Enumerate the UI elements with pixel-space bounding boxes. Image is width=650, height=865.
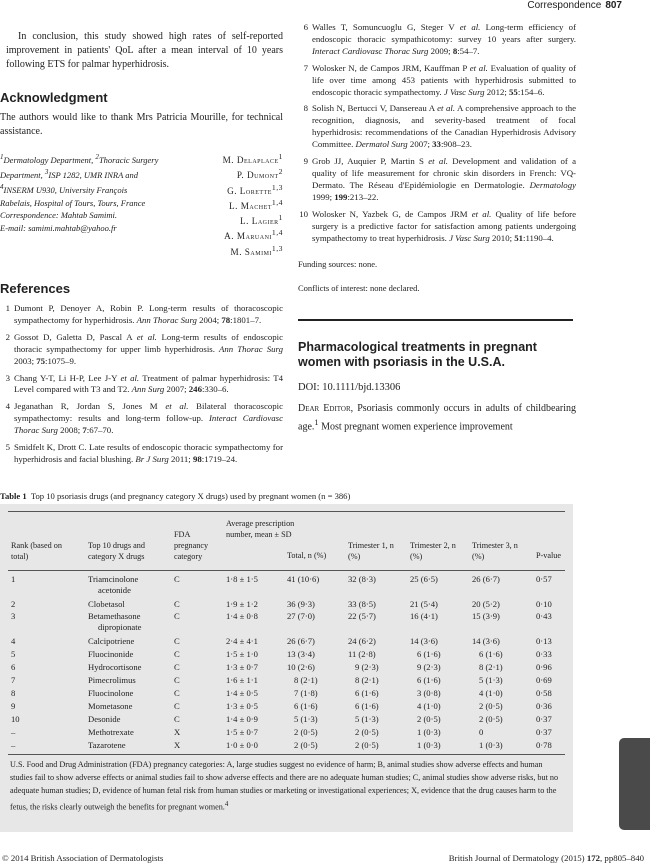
- cell-average: 1·0 ± 0·0: [226, 740, 258, 750]
- cell-fda: X: [174, 727, 181, 737]
- reference-list: [0, 303, 283, 466]
- cell-total: 36 (9·3): [287, 599, 315, 609]
- cell-p-value: 0·43: [536, 611, 552, 621]
- header-section: Correspondence: [527, 0, 602, 11]
- author: L. Machet$^{1,4}$: [229, 197, 283, 211]
- cell-p-value: 0·78: [536, 740, 552, 750]
- letter-opening: Dear Editor, Psoriasis commonly occurs in adults of childbearing age.$^1$ Most pregnant women experience improvement: [298, 402, 576, 433]
- cell-p-value: 0·37: [536, 727, 552, 737]
- cell-trimester-1: 22 (5·7): [348, 611, 376, 621]
- cell-total: 26 (6·7): [287, 636, 315, 646]
- cell-rank: 1: [11, 574, 16, 584]
- cell-fda: C: [174, 688, 180, 698]
- reference-item: 9 Grob JJ, Auquier P, Martin S et al. Development and validation of a quality of life measurement for chronic skin disorders in French: VQ-Dermato. The Réseau d'Epidémiologie en Dermatologie. Dermatology 1999; 199:213–22.: [303, 156, 577, 202]
- cell-trimester-1: 8 (2·1): [355, 675, 379, 685]
- table-caption-text: Top 10 psoriasis drugs (and pregnancy category X drugs) used by pregnant women (n = 386): [30, 491, 351, 501]
- author: L. Lagier$^1$: [240, 213, 283, 227]
- salutation: Dear Editor,: [298, 402, 354, 414]
- col-header-average: Average prescription number, mean ± SD: [226, 519, 295, 539]
- cell-trimester-3: 8 (2·1): [479, 662, 503, 672]
- cell-rank: 10: [11, 714, 20, 724]
- cell-rank: 8: [11, 688, 16, 698]
- cell-p-value: 0·13: [536, 636, 552, 646]
- cell-total: 10 (2·6): [287, 662, 315, 672]
- correspondence-line: Correspondence: Mahtab Samimi.: [0, 210, 118, 221]
- article-divider: [298, 319, 573, 321]
- cell-drug: Hydrocortisone: [88, 662, 142, 672]
- table-caption: [0, 491, 620, 501]
- cell-average: 1·5 ± 0·7: [226, 727, 258, 737]
- cell-drug-cont: dipropionate: [98, 622, 142, 632]
- cell-trimester-1: 24 (6·2): [348, 636, 376, 646]
- cell-fda: C: [174, 574, 180, 584]
- cell-fda: C: [174, 649, 180, 659]
- cell-trimester-2: 2 (0·5): [417, 714, 441, 724]
- col-header-total: Total, n (%): [287, 551, 327, 560]
- cell-rank: –: [11, 727, 16, 737]
- affiliation-line: Department, $^3$ISP 1282, UMR INRA and: [0, 168, 139, 181]
- reference-item: 3 Chang Y-T, Li H-P, Lee J-Y et al. Treatment of palmar hyperhidrosis: T4 Level compared with T3 and T2. Ann Surg 2007; 246:330–6.: [5, 372, 284, 395]
- header-page-number: 807: [605, 0, 622, 11]
- cell-average: 1·4 ± 0·5: [226, 688, 258, 698]
- table-top-rule: [8, 511, 565, 512]
- cell-trimester-2: 14 (3·6): [410, 636, 438, 646]
- cell-p-value: 0·69: [536, 675, 552, 685]
- col-header-p-value: P-value: [536, 551, 562, 560]
- table-header-rule: [8, 570, 565, 571]
- cell-trimester-3: 14 (3·6): [472, 636, 500, 646]
- conflicts-of-interest: Conflicts of interest: none declared.: [298, 283, 420, 294]
- cell-rank: 7: [11, 675, 16, 685]
- author: G. Lorette$^{1,3}$: [227, 182, 283, 196]
- cell-average: 1·3 ± 0·7: [226, 662, 258, 672]
- cell-trimester-2: 16 (4·1): [410, 611, 438, 621]
- cell-p-value: 0·58: [536, 688, 552, 698]
- col-header-trimester-1: Trimester 1, n (%): [348, 541, 394, 561]
- cell-trimester-2: 1 (0·3): [417, 740, 441, 750]
- cell-p-value: 0·57: [536, 574, 552, 584]
- cell-trimester-1: 2 (0·5): [355, 740, 379, 750]
- cell-drug: Triamcinolone: [88, 574, 139, 584]
- cell-fda: X: [174, 740, 181, 750]
- cell-trimester-2: 25 (6·5): [410, 574, 438, 584]
- cell-trimester-1: 6 (1·6): [355, 701, 379, 711]
- cell-trimester-3: 26 (6·7): [472, 574, 500, 584]
- footer-copyright: © 2014 British Association of Dermatologists: [2, 853, 164, 863]
- cell-total: 8 (2·1): [294, 675, 318, 685]
- cell-trimester-3: 2 (0·5): [479, 701, 503, 711]
- footer-journal: British Journal of Dermatology (2015) 172, pp805–840: [448, 853, 644, 863]
- table-1: [0, 504, 573, 832]
- table-footnote: U.S. Food and Drug Administration (FDA) pregnancy categories: A, large studies suggest no evidence of harm; B, animal studies show adverse effects and human studies fail to show adverse effects or animal studies fail to show adverse effects and there are no adequate human studies; C, animal studies show adverse risks, but no adequate human studies; D, evidence of human fetal risk from human studies or marketing or investigational experiences; X, evidence that the drug causes harm to the fetus, the risks clearly outweigh the benefits for pregnant women.$^4$: [10, 760, 559, 812]
- reference-item: 5 Smidfelt K, Drott C. Late results of endoscopic thoracic sympathectomy for hyperhidrosis and facial blushing. Br J Surg 2011; 98:1719–24.: [5, 442, 283, 464]
- author: M. Samimi$^{1,3}$: [230, 243, 283, 257]
- article-doi: DOI: 10.1111/bjd.13306: [298, 381, 401, 393]
- col-header-rank: Rank (based on total): [11, 541, 62, 561]
- cell-drug: Desonide: [88, 714, 121, 724]
- cell-trimester-2: 9 (2·3): [417, 662, 441, 672]
- cell-drug: Betamethasone: [88, 611, 141, 621]
- funding-sources: Funding sources: none.: [298, 259, 378, 270]
- cell-total: 41 (10·6): [287, 574, 320, 584]
- col-header-fda: FDA pregnancy category: [174, 530, 209, 561]
- cell-trimester-3: 0: [479, 727, 484, 737]
- author: M. Delaplace$^1$: [222, 152, 283, 166]
- affiliation-line: $^1$Dermatology Department, $^2$Thoracic Surgery: [0, 153, 159, 165]
- cell-average: 1·4 ± 0·9: [226, 714, 258, 724]
- running-header: [527, 0, 622, 11]
- cell-trimester-2: 6 (1·6): [417, 675, 441, 685]
- cell-rank: –: [11, 740, 16, 750]
- reference-item: 8 Solish N, Bertucci V, Dansereau A et al. A comprehensive approach to the recognition, diagnosis, and severity-based treatment of focal hyperhidrosis: recommendations of the Canadian Hyperhidrosis Advisory Committee. Dermatol Surg 2007; 33:908–23.: [303, 103, 576, 150]
- reference-item: 10 Wolosker N, Yazbek G, de Campos JRM et al. Quality of life before surgery is a predictive factor for satisfaction among patients undergoing sympathectomy to treat hyperhidrosis. J Vasc Surg 2010; 51:1190–4.: [299, 208, 576, 243]
- section-thumb-tab: [619, 738, 650, 830]
- col-header-trimester-2: Trimester 2, n (%): [410, 541, 456, 561]
- cell-trimester-1: 11 (2·8): [348, 649, 376, 659]
- cell-trimester-3: 15 (3·9): [472, 611, 500, 621]
- email-line: E-mail: samimi.mahtab@yahoo.fr: [0, 222, 117, 233]
- cell-drug: Clobetasol: [88, 599, 125, 609]
- reference-item: 4 Jeganathan R, Jordan S, Jones M et al. Bilateral thoracoscopic sympathectomy: results and long-term follow-up. Interact Cardiovasc Thorac Surg 2008; 7:67–70.: [5, 401, 283, 436]
- conclusion-paragraph: In conclusion, this study showed high rates of self-reported improvement in patients' QoL after a mean interval of 10 years following ETS for palmar hyperhidrosis.: [6, 31, 283, 70]
- cell-drug: Mometasone: [88, 701, 133, 711]
- author-list: [163, 151, 283, 258]
- cell-p-value: 0·33: [536, 649, 552, 659]
- cell-fda: C: [174, 714, 180, 724]
- cell-trimester-1: 5 (1·3): [355, 714, 379, 724]
- author: P. Dumont$^2$: [236, 167, 283, 181]
- cell-rank: 4: [11, 636, 16, 646]
- cell-trimester-3: 4 (1·0): [479, 688, 503, 698]
- cell-p-value: 0·10: [536, 599, 552, 609]
- cell-drug: Methotrexate: [88, 727, 134, 737]
- cell-total: 2 (0·5): [294, 727, 318, 737]
- cell-trimester-1: 32 (8·3): [348, 574, 376, 584]
- reference-item: 2 Gossot D, Galetta D, Pascal A et al. Long-term results of endoscopic thoracic sympathectomy for upper limb hyperhidrosis. Ann Thorac Surg 2003; 75:1075–9.: [5, 331, 283, 366]
- references-heading: References: [0, 281, 71, 296]
- cell-trimester-2: 4 (1·0): [417, 701, 441, 711]
- cell-rank: 6: [11, 662, 16, 672]
- cell-trimester-3: 5 (1·3): [479, 675, 503, 685]
- affiliation-line: Rabelais, Hospital of Tours, Tours, France: [0, 197, 146, 208]
- affiliations: [0, 151, 175, 234]
- cell-total: 2 (0·5): [294, 740, 318, 750]
- cell-trimester-3: 20 (5·2): [472, 599, 500, 609]
- reference-item: 6 Walles T, Somuncuoglu G, Steger V et al. Long-term efficiency of endoscopic thoracic sympathicotomy: survey 10 years after surgery. Interact Cardiovasc Thorac Surg 2009; 8:54–7.: [303, 22, 576, 56]
- col-header-trimester-3: Trimester 3, n (%): [472, 541, 518, 561]
- cell-trimester-3: 2 (0·5): [479, 714, 503, 724]
- cell-average: 1·6 ± 1·1: [226, 675, 258, 685]
- cell-rank: 5: [11, 649, 16, 659]
- cell-drug: Tazarotene: [88, 740, 126, 750]
- cell-trimester-2: 21 (5·4): [410, 599, 438, 609]
- cell-trimester-1: 33 (8·5): [348, 599, 376, 609]
- cell-rank: 3: [11, 611, 16, 621]
- cell-p-value: 0·36: [536, 701, 552, 711]
- cell-average: 2·4 ± 4·1: [226, 636, 258, 646]
- reference-item: 7 Wolosker N, de Campos JRM, Kauffman P et al. Evaluation of quality of life over time among 453 patients with hyperhidrosis submitted to endoscopic thoracic sympathectomy. J Vasc Surg 2012; 55:154–6.: [303, 62, 576, 97]
- cell-total: 6 (1·6): [294, 701, 318, 711]
- col-header-drug: Top 10 drugs and category X drugs: [88, 541, 145, 561]
- cell-trimester-1: 6 (1·6): [355, 688, 379, 698]
- cell-fda: C: [174, 675, 180, 685]
- cell-fda: C: [174, 599, 180, 609]
- cell-drug: Calcipotriene: [88, 636, 135, 646]
- cell-trimester-1: 9 (2·3): [355, 662, 379, 672]
- acknowledgment-text: The authors would like to thank Mrs Patricia Mourille, for technical assistance.: [0, 112, 283, 137]
- right-column: [298, 22, 576, 434]
- acknowledgment-heading: Acknowledgment: [0, 90, 108, 105]
- cell-trimester-2: 3 (0·8): [417, 688, 441, 698]
- cell-drug: Pimecrolimus: [88, 675, 136, 685]
- cell-fda: C: [174, 662, 180, 672]
- affiliation-block: [0, 151, 283, 257]
- cell-drug: Fluocinonide: [88, 649, 134, 659]
- cell-average: 1·9 ± 1·2: [226, 599, 258, 609]
- cell-average: 1·4 ± 0·8: [226, 611, 258, 621]
- author: A. Maruani$^{1,4}$: [224, 228, 283, 242]
- cell-average: 1·8 ± 1·5: [226, 574, 258, 584]
- cell-total: 7 (1·8): [294, 688, 318, 698]
- cell-drug-cont: acetonide: [98, 585, 131, 595]
- cell-drug: Fluocinolone: [88, 688, 134, 698]
- cell-fda: C: [174, 701, 180, 711]
- cell-trimester-3: 6 (1·6): [479, 649, 503, 659]
- cell-trimester-1: 2 (0·5): [355, 727, 379, 737]
- cell-total: 27 (7·0): [287, 611, 315, 621]
- cell-trimester-2: 1 (0·3): [417, 727, 441, 737]
- cell-fda: C: [174, 636, 180, 646]
- affiliation-line: $^4$INSERM U930, University François: [0, 183, 128, 196]
- cell-p-value: 0·37: [536, 714, 552, 724]
- cell-trimester-2: 6 (1·6): [417, 649, 441, 659]
- cell-p-value: 0·96: [536, 662, 552, 672]
- cell-average: 1·3 ± 0·5: [226, 701, 258, 711]
- article-title: Pharmacological treatments in pregnant women with psoriasis in the U.S.A.: [298, 339, 537, 369]
- cell-total: 5 (1·3): [294, 714, 318, 724]
- cell-average: 1·5 ± 1·0: [226, 649, 258, 659]
- cell-trimester-3: 1 (0·3): [479, 740, 503, 750]
- table-label: Table 1: [0, 491, 27, 501]
- cell-rank: 9: [11, 701, 16, 711]
- cell-rank: 2: [11, 599, 16, 609]
- cell-fda: C: [174, 611, 180, 621]
- cell-total: 13 (3·4): [287, 649, 315, 659]
- reference-list-continued: [298, 22, 576, 244]
- left-column: [0, 22, 283, 466]
- reference-item: 1 Dumont P, Denoyer A, Robin P. Long-term results of thoracoscopic sympathectomy for hyperhidrosis. Ann Thorac Surg 2004; 78:1801–7.: [5, 303, 283, 325]
- table-bottom-rule: [8, 754, 565, 755]
